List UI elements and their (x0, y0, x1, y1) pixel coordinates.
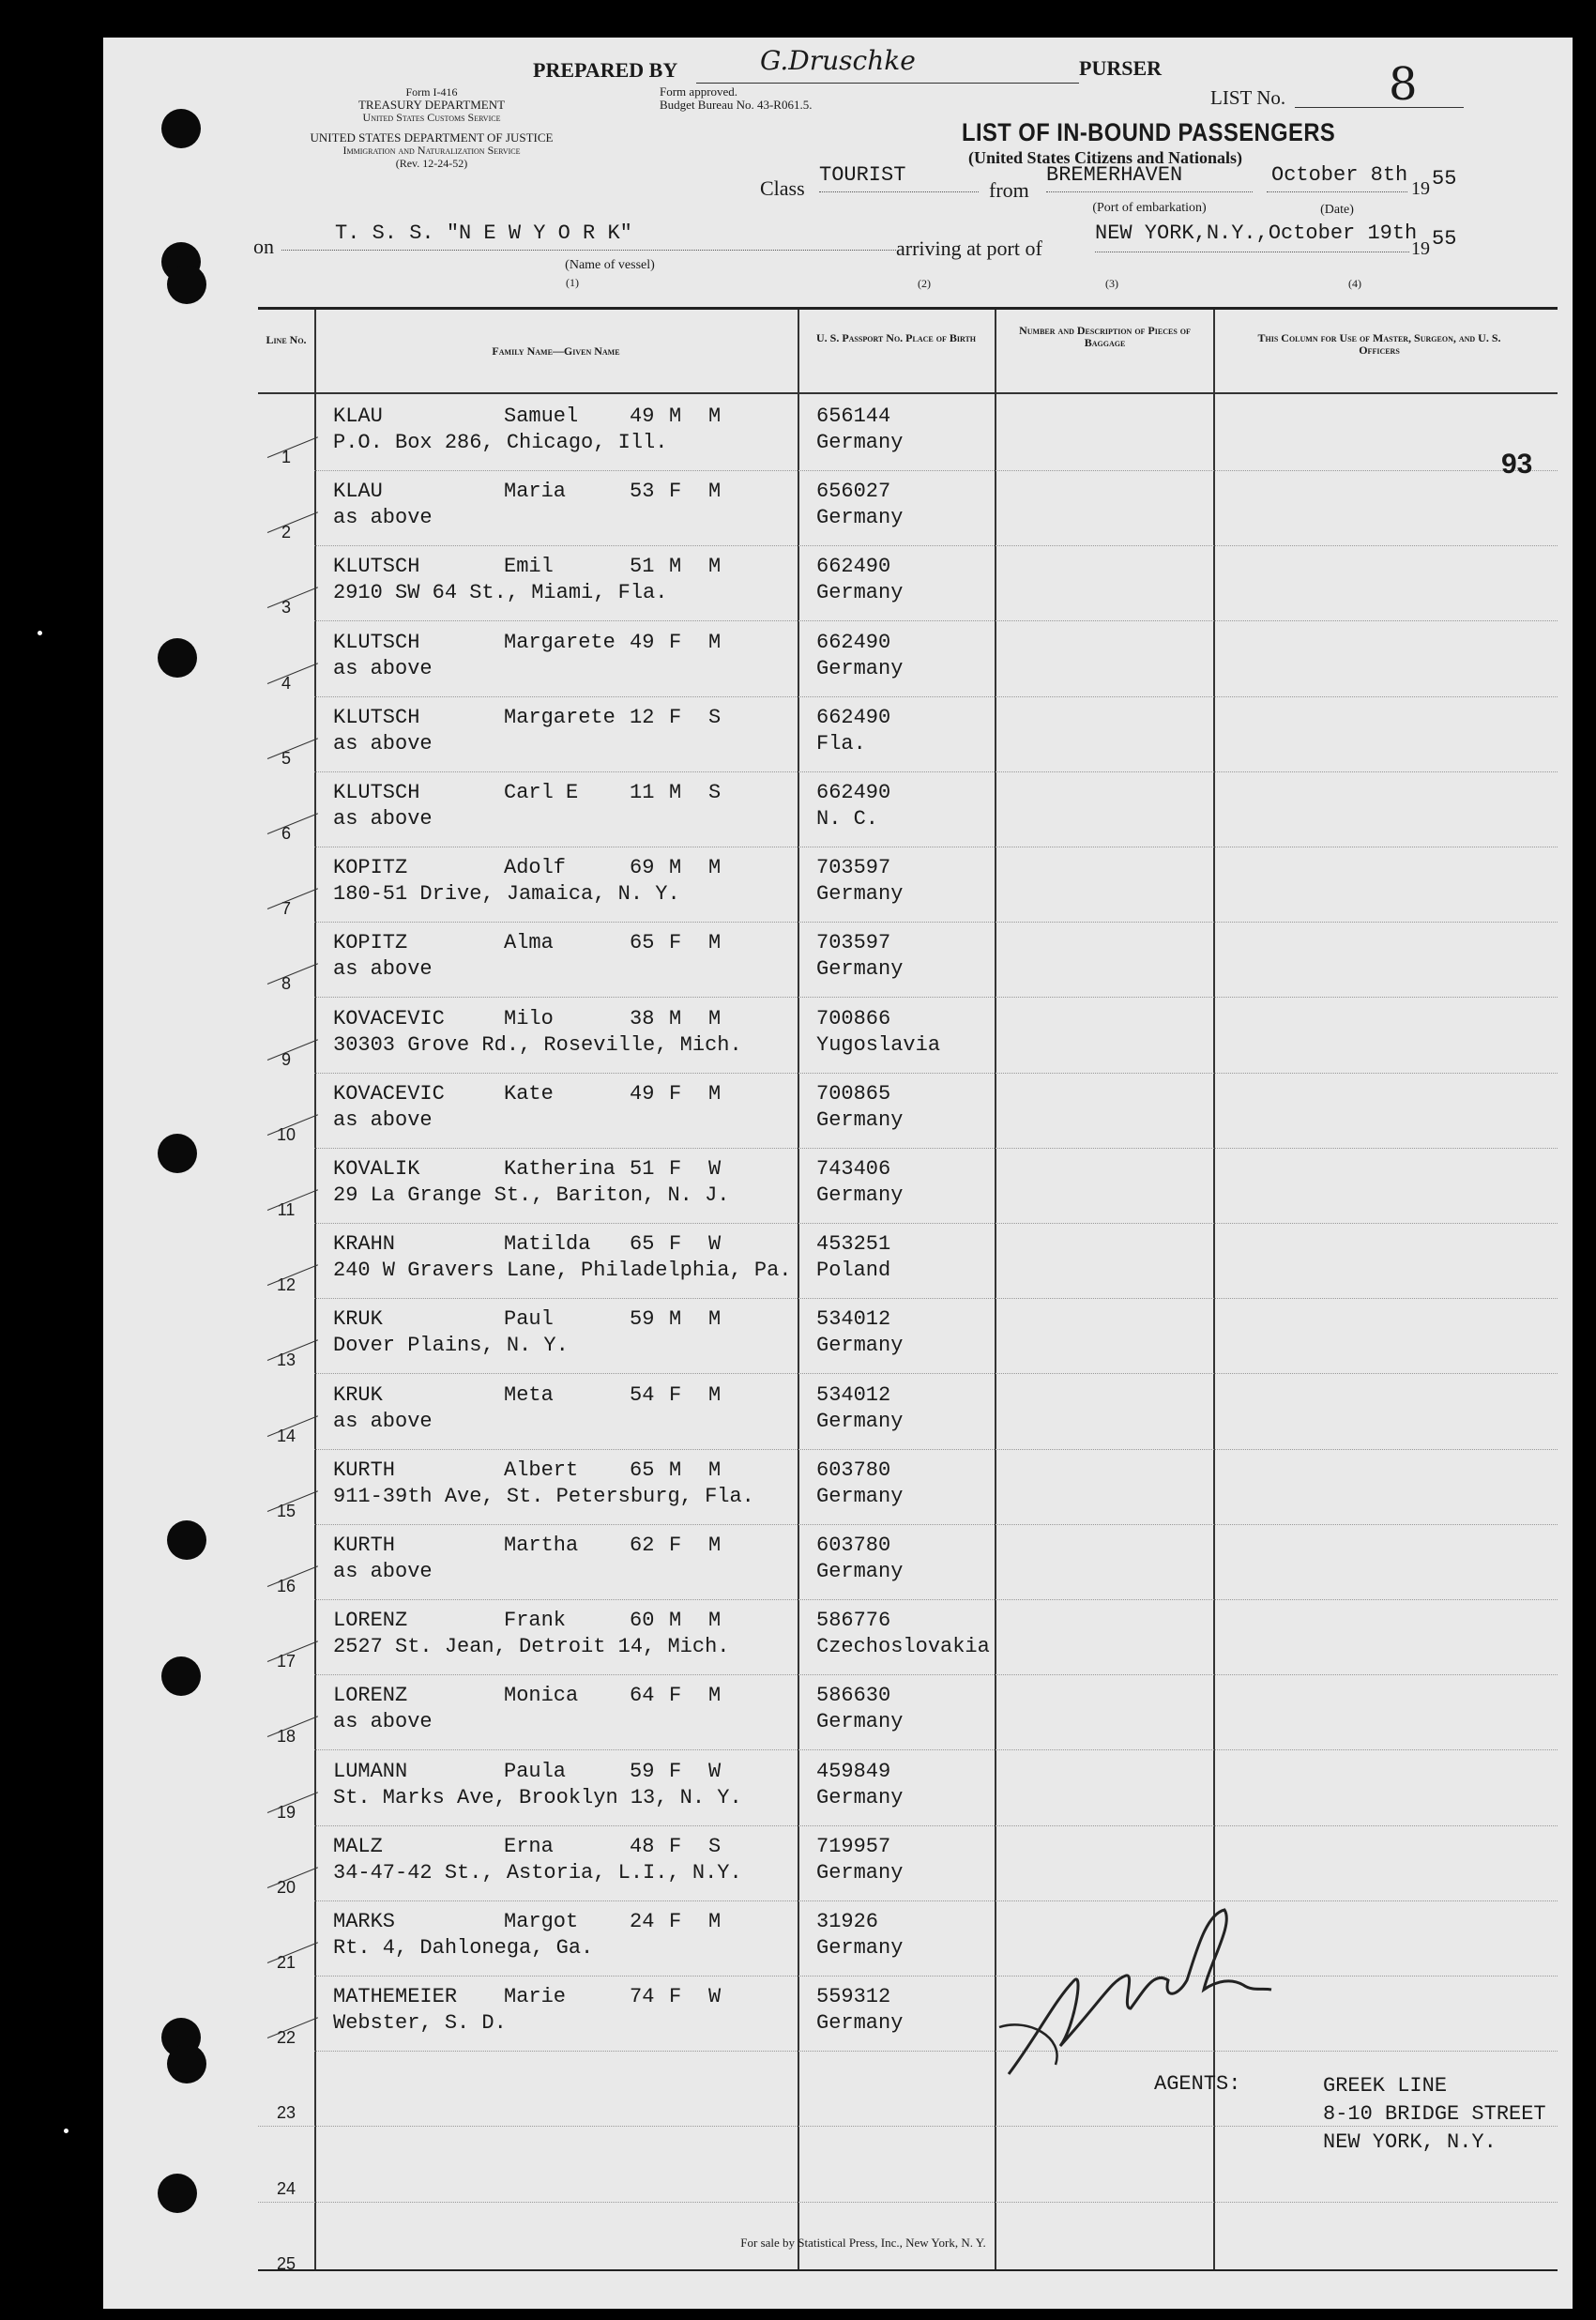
place-of-birth: Czechoslovakia (816, 1635, 990, 1659)
address: Dover Plains, N. Y. (333, 1334, 569, 1358)
age: 24 (630, 1910, 655, 1933)
given-name: Margarete (504, 705, 616, 729)
sex: F (669, 1985, 682, 2009)
marital-status: M (708, 1609, 722, 1633)
port-embarkation-line (1046, 191, 1253, 192)
passport-number: 662490 (816, 781, 891, 804)
marital-status: M (708, 1534, 722, 1557)
customs-service: United States Customs Service (362, 111, 501, 124)
given-name: Monica (504, 1684, 579, 1708)
treasury-dept: TREASURY DEPARTMENT (357, 98, 506, 112)
line-number: 5 (281, 748, 291, 768)
table-row (258, 471, 1558, 546)
prepared-by-signature: G.Druschke (760, 45, 916, 76)
marital-status: S (708, 781, 722, 804)
line-number: 9 (281, 1049, 291, 1069)
family-name: KOVACEVIC (333, 1006, 445, 1030)
line-number: 2 (281, 523, 291, 542)
passport-number: 662490 (816, 630, 891, 654)
given-name: Albert (504, 1458, 579, 1482)
header-passport: U. S. Passport No. Place of Birth (815, 331, 976, 344)
line-number: 13 (276, 1351, 296, 1370)
list-no-value: 8 (1389, 58, 1418, 111)
binder-hole (158, 1134, 197, 1173)
given-name: Adolf (504, 856, 567, 880)
class-value: TOURIST (819, 163, 906, 187)
age: 69 (630, 856, 655, 880)
age: 49 (630, 1081, 655, 1106)
address: Rt. 4, Dahlonega, Ga. (333, 1936, 594, 1960)
address: as above (333, 1710, 433, 1734)
inspector-signature (971, 1886, 1290, 2093)
given-name: Erna (504, 1834, 554, 1858)
marital-status: W (708, 1985, 722, 2009)
year2-suffix: 55 (1432, 227, 1457, 251)
marital-status: M (708, 1458, 722, 1482)
age: 48 (630, 1834, 655, 1858)
line-number: 1 (281, 448, 291, 466)
family-name: KRUK (333, 1307, 383, 1332)
purser-label: PURSER (1079, 56, 1163, 80)
header-baggage: Number and Description of Pieces of Baggage (1019, 324, 1191, 349)
passport-number: 662490 (816, 705, 891, 729)
marital-status: M (708, 1006, 722, 1030)
col-num-1: (1) (566, 276, 579, 289)
passport-number: 743406 (816, 1157, 891, 1181)
given-name: Matilda (504, 1232, 591, 1257)
line-number: 4 (281, 673, 291, 693)
address: 911-39th Ave, St. Petersburg, Fla. (333, 1484, 754, 1508)
marital-status: M (708, 404, 722, 428)
age: 64 (630, 1684, 655, 1708)
marital-status: M (708, 856, 722, 880)
from-label: from (989, 178, 1029, 202)
age: 51 (630, 555, 655, 579)
line-number: 19 (276, 1802, 296, 1822)
sex: F (669, 1081, 682, 1106)
place-of-birth: Germany (816, 2011, 904, 2036)
vessel-line (281, 250, 896, 251)
passport-number: 586776 (816, 1609, 891, 1633)
table-row (258, 999, 1558, 1074)
place-of-birth: Germany (816, 1334, 904, 1358)
line-number: 24 (276, 2178, 296, 2198)
footer-printer: For sale by Statistical Press, Inc., New York, N. Y. (740, 2236, 986, 2250)
marital-status: M (708, 1081, 722, 1106)
given-name: Alma (504, 931, 554, 955)
table-row (258, 1450, 1558, 1525)
header-name: Family Name—Given Name (492, 344, 620, 358)
address: 180-51 Drive, Jamaica, N. Y. (333, 882, 680, 907)
age: 65 (630, 1458, 655, 1482)
address: P.O. Box 286, Chicago, Ill. (333, 431, 668, 454)
binder-hole (161, 1656, 201, 1696)
given-name: Paul (504, 1307, 554, 1332)
given-name: Meta (504, 1382, 554, 1407)
table-row (258, 847, 1558, 923)
address: 240 W Gravers Lane, Philadelphia, Pa. (333, 1259, 792, 1283)
family-name: LORENZ (333, 1684, 408, 1708)
place-of-birth: Germany (816, 1107, 904, 1132)
address: 2910 SW 64 St., Miami, Fla. (333, 581, 668, 605)
class-line (819, 191, 979, 192)
marital-status: M (708, 1684, 722, 1708)
marital-status: M (708, 931, 722, 955)
immigration-service: Immigration and Naturalization Service (342, 144, 521, 157)
table-row (258, 1074, 1558, 1149)
list-title: LIST OF IN-BOUND PASSENGERS (962, 118, 1336, 146)
table-row (258, 1299, 1558, 1374)
arrival-port-date: NEW YORK,N.Y.,October 19th (1095, 221, 1418, 245)
header-rule (258, 392, 1558, 394)
sex: F (669, 1382, 682, 1407)
table-row (258, 1375, 1558, 1450)
sex: M (669, 1458, 682, 1482)
age: 53 (630, 480, 655, 504)
sex: M (669, 1006, 682, 1030)
table-row (258, 923, 1558, 998)
place-of-birth: Germany (816, 1710, 904, 1734)
table-row (258, 1901, 1558, 1977)
given-name: Margot (504, 1910, 579, 1933)
age: 51 (630, 1157, 655, 1181)
class-label: Class (760, 176, 805, 200)
family-name: KLUTSCH (333, 555, 420, 579)
address: as above (333, 731, 433, 756)
age: 49 (630, 404, 655, 428)
place-of-birth: Germany (816, 581, 904, 605)
line-number: 3 (281, 598, 291, 618)
marital-status: S (708, 705, 722, 729)
age: 12 (630, 705, 655, 729)
binder-hole (161, 109, 201, 148)
budget-bureau: Budget Bureau No. 43-R061.5. (660, 98, 813, 112)
line-number: 12 (276, 1275, 296, 1295)
departure-date: October 8th (1271, 163, 1408, 187)
passport-number: 453251 (816, 1232, 891, 1257)
scan-dot (64, 2129, 68, 2133)
table-row (258, 1600, 1558, 1675)
port-embarkation-caption: (Port of embarkation) (1092, 201, 1207, 215)
passport-number: 703597 (816, 931, 891, 955)
given-name: Samuel (504, 404, 579, 428)
sex: F (669, 1157, 682, 1181)
binder-hole (167, 2044, 206, 2083)
col-num-4: (4) (1348, 277, 1361, 290)
year-prefix: 19 (1411, 178, 1430, 199)
family-name: KLUTSCH (333, 781, 420, 804)
line-number: 15 (276, 1501, 296, 1520)
table-row (258, 546, 1558, 621)
address: as above (333, 1409, 433, 1433)
header-officers: This Column for Use of Master, Surgeon, and U. S. Officers (1257, 331, 1501, 357)
age: 65 (630, 931, 655, 955)
family-name: MARKS (333, 1910, 396, 1933)
age: 65 (630, 1232, 655, 1257)
year2-prefix: 19 (1411, 238, 1430, 259)
address: 30303 Grove Rd., Roseville, Mich. (333, 1032, 742, 1057)
family-name: KOPITZ (333, 856, 408, 880)
marital-status: S (708, 1834, 722, 1858)
agents-label: AGENTS: (1154, 2072, 1241, 2096)
sex: M (669, 856, 682, 880)
form-revision: (Rev. 12-24-52) (395, 157, 468, 170)
given-name: Paula (504, 1759, 567, 1783)
sex: F (669, 630, 682, 654)
given-name: Carl E (504, 781, 579, 804)
vessel-caption: (Name of vessel) (565, 258, 655, 272)
sex: M (669, 1609, 682, 1633)
family-name: KRUK (333, 1382, 383, 1407)
place-of-birth: Germany (816, 882, 904, 907)
form-approved: Form approved. (660, 84, 738, 99)
given-name: Marie (504, 1985, 567, 2009)
port-embarkation-value: BREMERHAVEN (1046, 163, 1183, 187)
col-num-3: (3) (1105, 277, 1118, 290)
sex: M (669, 781, 682, 804)
line-number: 7 (281, 899, 291, 919)
given-name: Maria (504, 480, 567, 504)
table-row (258, 1751, 1558, 1826)
sex: F (669, 1834, 682, 1858)
table-row (258, 1675, 1558, 1750)
sex: F (669, 1232, 682, 1257)
sex: F (669, 1684, 682, 1708)
line-number: 17 (276, 1652, 296, 1671)
binder-hole (167, 265, 206, 304)
line-number: 20 (276, 1877, 296, 1897)
passport-number: 662490 (816, 555, 891, 579)
place-of-birth: Germany (816, 1860, 904, 1885)
address: as above (333, 807, 433, 831)
vessel-name: T. S. S. "N E W Y O R K" (335, 221, 632, 245)
place-of-birth: Germany (816, 656, 904, 680)
marital-status: M (708, 1307, 722, 1332)
agents-line3: NEW YORK, N.Y. (1323, 2130, 1497, 2154)
address: as above (333, 506, 433, 530)
header-line-no: Line No. (266, 333, 307, 346)
arriving-label: arriving at port of (896, 237, 1042, 260)
sex: M (669, 555, 682, 579)
passport-number: 719957 (816, 1834, 891, 1858)
binder-hole (158, 2174, 197, 2213)
list-no-label: LIST No. (1210, 86, 1286, 109)
line-number: 21 (276, 1953, 296, 1972)
table-row (258, 1525, 1558, 1600)
table-row (258, 1826, 1558, 1901)
given-name: Katherina (504, 1157, 616, 1181)
age: 11 (630, 781, 655, 804)
family-name: KURTH (333, 1534, 396, 1557)
line-number: 16 (276, 1577, 296, 1595)
marital-status: W (708, 1759, 722, 1783)
table-row (258, 396, 1558, 471)
age: 60 (630, 1609, 655, 1633)
table-row (258, 772, 1558, 847)
age: 38 (630, 1006, 655, 1030)
form-number: Form I-416 (405, 85, 458, 99)
passport-number: 703597 (816, 856, 891, 880)
line-number: 11 (277, 1200, 296, 1219)
address: as above (333, 957, 433, 982)
date-caption: (Date) (1320, 203, 1354, 217)
passport-number: 656027 (816, 480, 891, 504)
address: 34-47-42 St., Astoria, L.I., N.Y. (333, 1860, 742, 1885)
family-name: MALZ (333, 1834, 383, 1858)
line-number: 8 (281, 974, 291, 994)
place-of-birth: Germany (816, 1560, 904, 1583)
passport-number: 534012 (816, 1307, 891, 1332)
sex: M (669, 1307, 682, 1332)
given-name: Milo (504, 1006, 554, 1030)
family-name: KRAHN (333, 1232, 396, 1257)
age: 59 (630, 1759, 655, 1783)
family-name: KOPITZ (333, 931, 408, 955)
justice-dept: UNITED STATES DEPARTMENT OF JUSTICE (310, 130, 554, 145)
table-row (258, 697, 1558, 772)
agents-line1: GREEK LINE (1323, 2074, 1448, 2098)
place-of-birth: Germany (816, 431, 904, 454)
place-of-birth: Germany (816, 506, 904, 530)
prepared-by-line (696, 83, 1079, 84)
given-name: Kate (504, 1081, 554, 1106)
binder-hole (167, 1520, 206, 1560)
place-of-birth: Germany (816, 1936, 904, 1960)
family-name: KOVACEVIC (333, 1081, 445, 1106)
address: as above (333, 656, 433, 680)
marital-status: M (708, 1382, 722, 1407)
place-of-birth: Germany (816, 1785, 904, 1809)
age: 49 (630, 630, 655, 654)
family-name: MATHEMEIER (333, 1985, 458, 2009)
given-name: Martha (504, 1534, 579, 1557)
place-of-birth: Germany (816, 1484, 904, 1508)
line-number: 6 (281, 824, 291, 843)
age: 54 (630, 1382, 655, 1407)
marital-status: M (708, 630, 722, 654)
line-number: 25 (276, 2253, 296, 2273)
passport-number: 603780 (816, 1534, 891, 1557)
passport-number: 31926 (816, 1910, 879, 1933)
date-line (1267, 191, 1407, 192)
passport-number: 700866 (816, 1006, 891, 1030)
place-of-birth: Yugoslavia (816, 1032, 941, 1057)
place-of-birth: Germany (816, 1183, 904, 1207)
marital-status: M (708, 1910, 722, 1933)
age: 74 (630, 1985, 655, 2009)
place-of-birth: Germany (816, 957, 904, 982)
passport-number: 459849 (816, 1759, 891, 1783)
given-name: Emil (504, 555, 554, 579)
family-name: KOVALIK (333, 1157, 420, 1181)
on-label: on (253, 235, 274, 258)
officer-note: 93 (1501, 449, 1533, 480)
year-suffix: 55 (1432, 167, 1457, 191)
address: Webster, S. D. (333, 2011, 507, 2036)
table-row (258, 622, 1558, 697)
age: 59 (630, 1307, 655, 1332)
passport-number: 534012 (816, 1382, 891, 1407)
address: 2527 St. Jean, Detroit 14, Mich. (333, 1635, 730, 1659)
family-name: LUMANN (333, 1759, 408, 1783)
marital-status: M (708, 480, 722, 504)
address: St. Marks Ave, Brooklyn 13, N. Y. (333, 1785, 742, 1809)
passport-number: 700865 (816, 1081, 891, 1106)
table-row (258, 1977, 1558, 2052)
line-number: 23 (276, 2103, 296, 2123)
place-of-birth: Fla. (816, 731, 866, 756)
place-of-birth: Poland (816, 1259, 891, 1283)
passenger-table (258, 307, 1558, 2271)
agents-line2: 8-10 BRIDGE STREET (1323, 2102, 1546, 2126)
sex: F (669, 1759, 682, 1783)
prepared-by-label: PREPARED BY (533, 58, 678, 82)
family-name: KLAU (333, 480, 383, 504)
table-row (258, 1224, 1558, 1299)
passport-number: 586630 (816, 1684, 891, 1708)
given-name: Frank (504, 1609, 567, 1633)
family-name: KURTH (333, 1458, 396, 1482)
given-name: Margarete (504, 630, 616, 654)
line-number: 22 (276, 2028, 296, 2048)
sex: F (669, 705, 682, 729)
marital-status: W (708, 1157, 722, 1181)
line-number: 18 (276, 1727, 296, 1747)
sex: F (669, 1534, 682, 1557)
sex: F (669, 1910, 682, 1933)
passport-number: 656144 (816, 404, 891, 428)
family-name: LORENZ (333, 1609, 408, 1633)
col-num-2: (2) (918, 277, 931, 290)
line-number: 14 (276, 1426, 296, 1445)
list-subtitle: (United States Citizens and Nationals) (968, 148, 1243, 167)
manifest-page (103, 38, 1573, 2309)
marital-status: W (708, 1232, 722, 1257)
scan-dot (38, 631, 42, 635)
family-name: KLUTSCH (333, 630, 420, 654)
family-name: KLAU (333, 404, 383, 428)
passport-number: 559312 (816, 1985, 891, 2009)
age: 62 (630, 1534, 655, 1557)
address: 29 La Grange St., Bariton, N. J. (333, 1183, 730, 1207)
sex: F (669, 480, 682, 504)
marital-status: M (708, 555, 722, 579)
list-no-line (1295, 107, 1464, 108)
place-of-birth: Germany (816, 1409, 904, 1433)
passport-number: 603780 (816, 1458, 891, 1482)
line-number: 10 (276, 1124, 296, 1144)
family-name: KLUTSCH (333, 705, 420, 729)
address: as above (333, 1107, 433, 1132)
place-of-birth: N. C. (816, 807, 879, 831)
address: as above (333, 1560, 433, 1583)
table-row (258, 1149, 1558, 1224)
sex: M (669, 404, 682, 428)
sex: F (669, 931, 682, 955)
binder-hole (158, 638, 197, 678)
